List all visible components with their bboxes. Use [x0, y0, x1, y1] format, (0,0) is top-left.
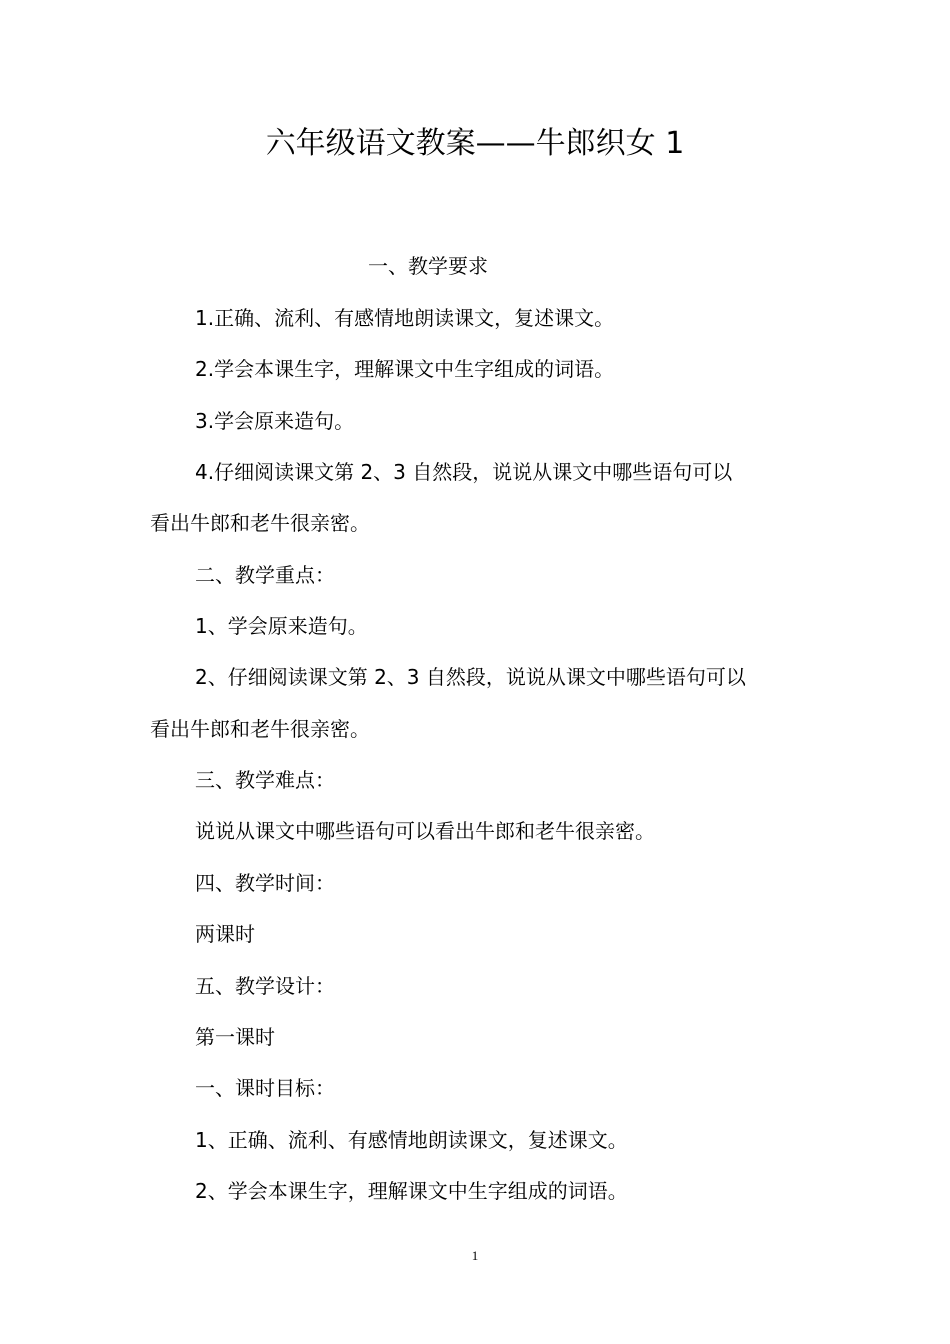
paragraph-line: 2、学会本课生字，理解课文中生字组成的词语。 — [195, 1179, 628, 1203]
paragraph-line: 4.仔细阅读课文第 2、3 自然段，说说从课文中哪些语句可以 — [195, 460, 733, 484]
document-title: 六年级语文教案——牛郎织女 1 — [265, 126, 685, 161]
paragraph-line: 看出牛郎和老牛很亲密。 — [150, 717, 370, 741]
section-heading-difficulties: 三、教学难点： — [195, 768, 335, 792]
paragraph-line: 1.正确、流利、有感情地朗读课文，复述课文。 — [195, 306, 615, 330]
section-heading-design: 五、教学设计： — [195, 974, 335, 998]
paragraph-line: 第一课时 — [195, 1025, 275, 1049]
paragraph-line: 说说从课文中哪些语句可以看出牛郎和老牛很亲密。 — [195, 819, 655, 843]
paragraph-line: 两课时 — [195, 922, 255, 946]
page-number: 1 — [471, 1248, 479, 1263]
paragraph-line: 1、学会原来造句。 — [195, 614, 368, 638]
section-heading-key-points: 二、教学重点： — [195, 563, 335, 587]
paragraph-line: 3.学会原来造句。 — [195, 409, 355, 433]
paragraph-line: 1、正确、流利、有感情地朗读课文，复述课文。 — [195, 1128, 628, 1152]
paragraph-line: 看出牛郎和老牛很亲密。 — [150, 511, 370, 535]
section-heading-objectives: 一、课时目标： — [195, 1076, 335, 1100]
section-heading-time: 四、教学时间： — [195, 871, 335, 895]
section-heading-requirements: 一、教学要求 — [368, 254, 488, 278]
paragraph-line: 2.学会本课生字，理解课文中生字组成的词语。 — [195, 357, 615, 381]
paragraph-line: 2、仔细阅读课文第 2、3 自然段，说说从课文中哪些语句可以 — [195, 665, 746, 689]
